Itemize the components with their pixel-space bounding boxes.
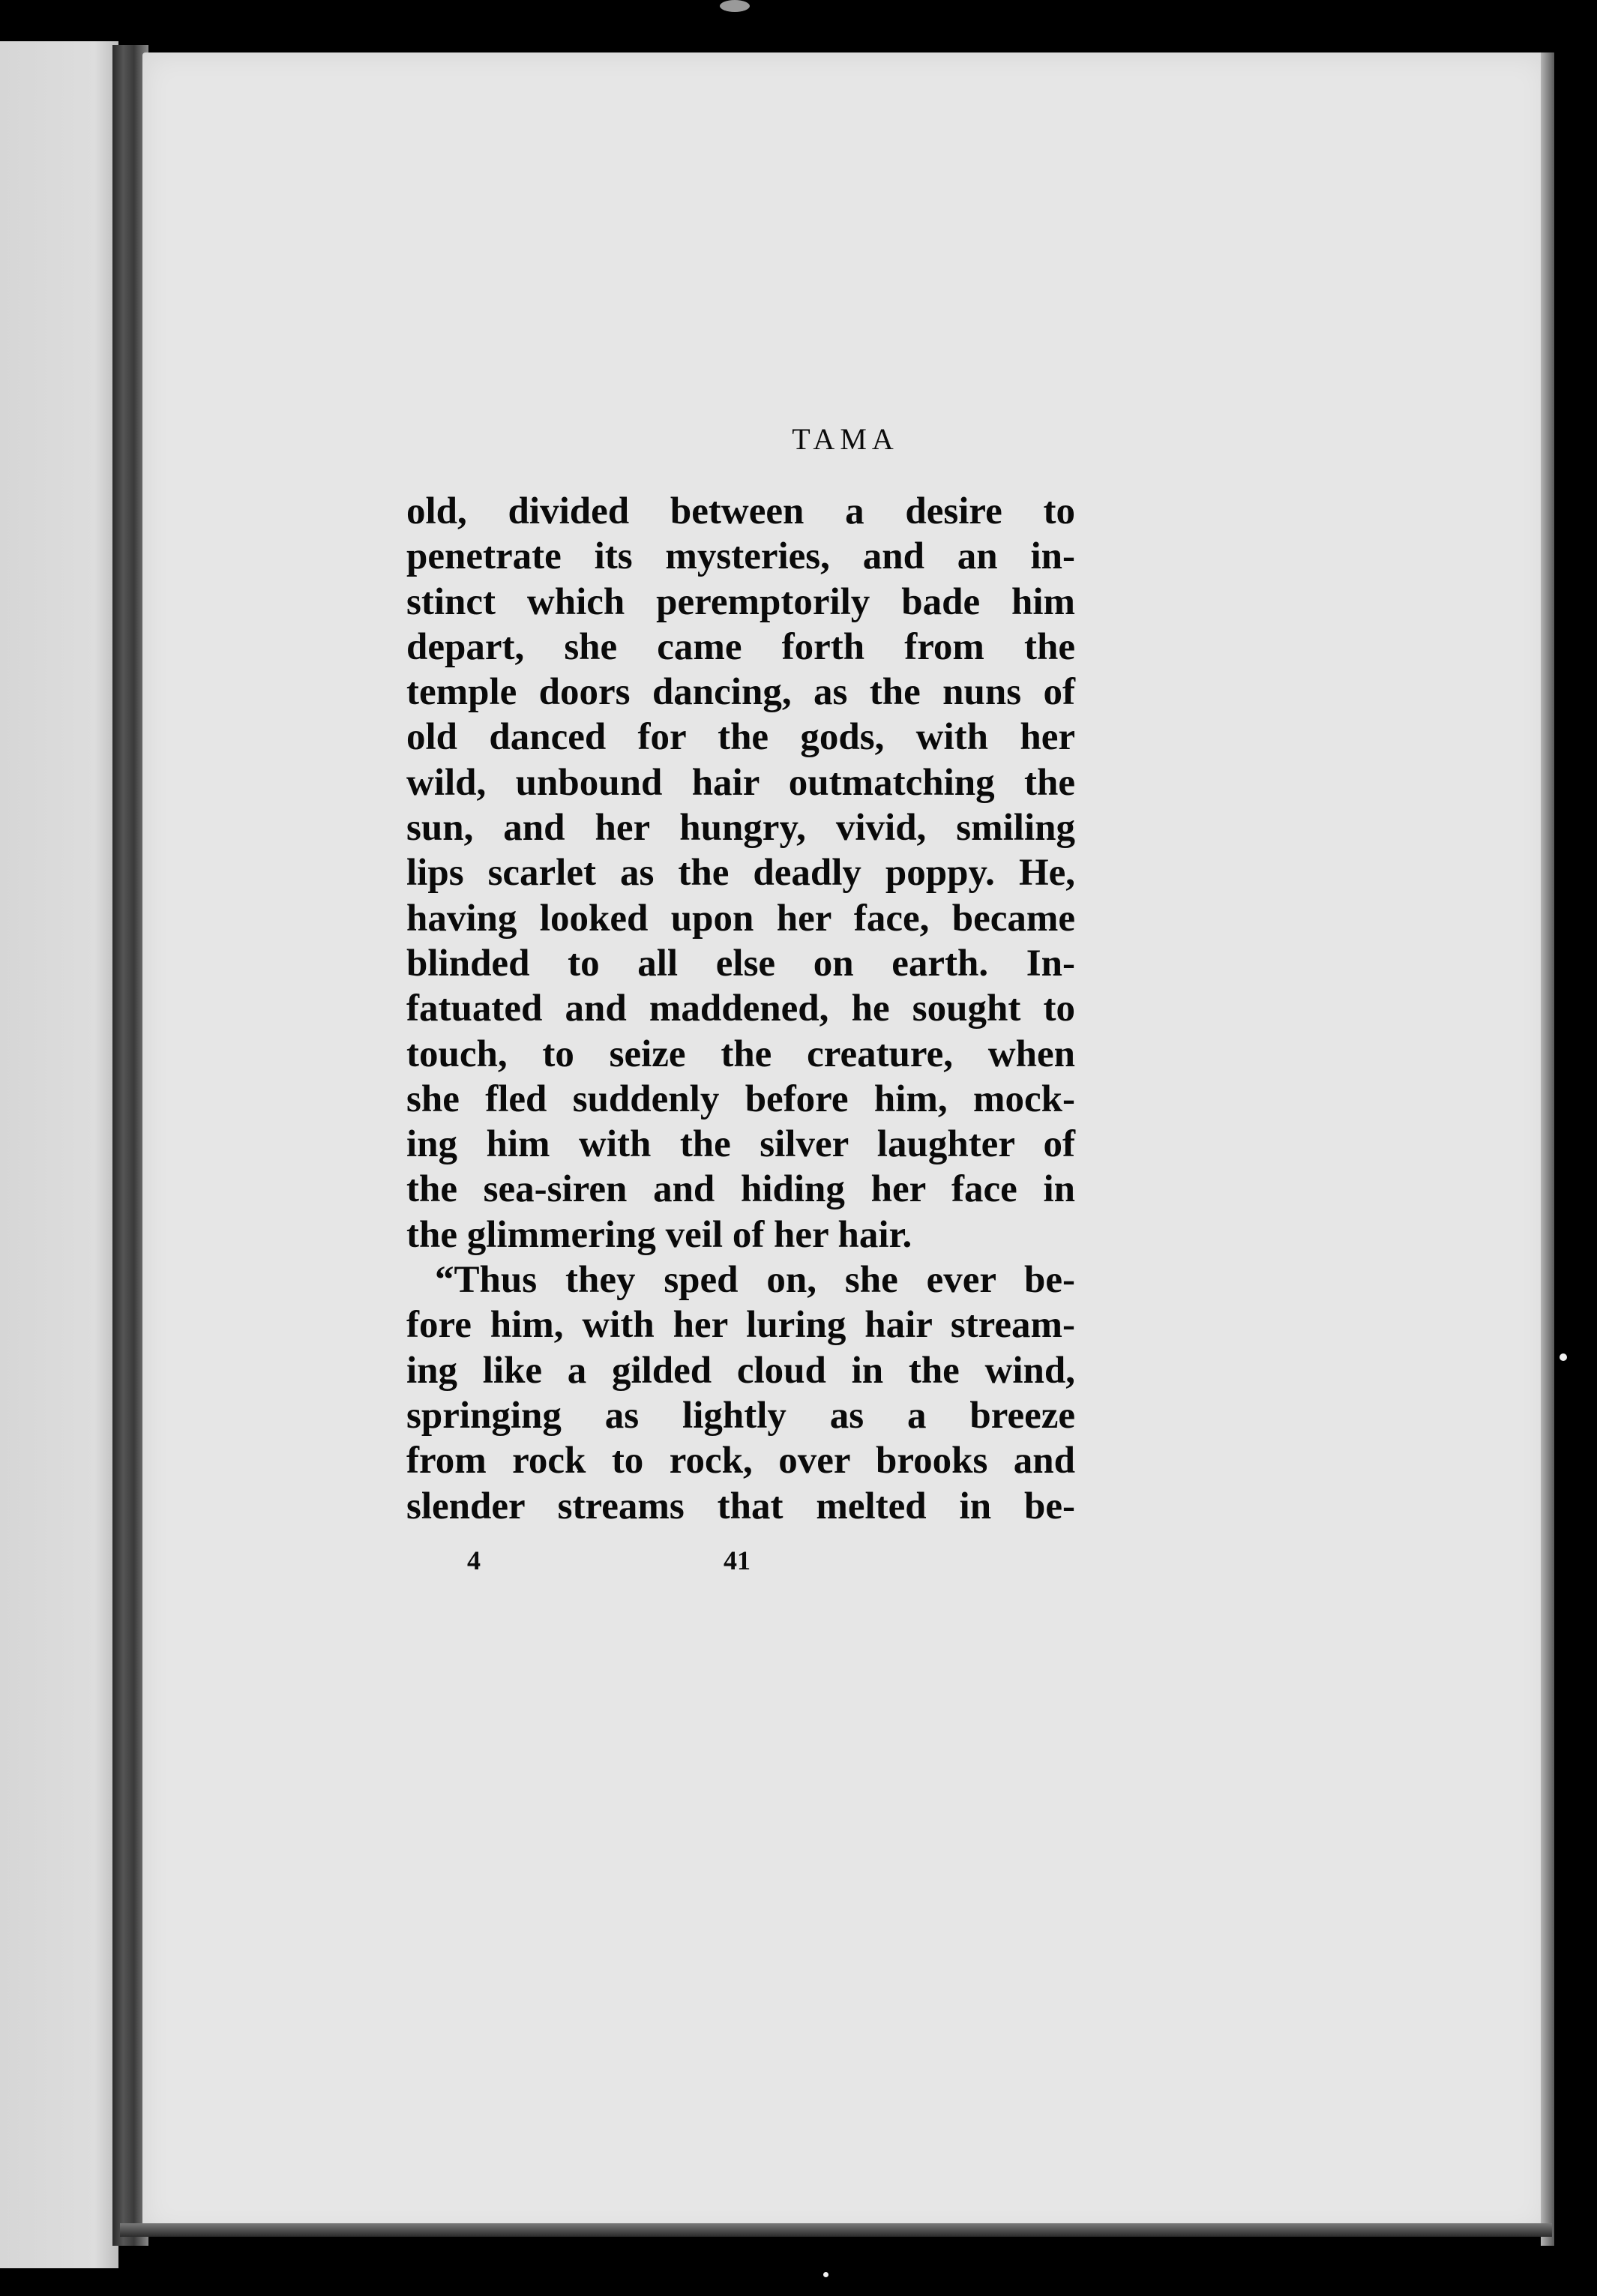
text-line: slender streams that melted in be-: [406, 1485, 1075, 1527]
text-line: she fled suddenly before him, mock-: [406, 1078, 1075, 1120]
text-line: touch, to seize the creature, when: [406, 1033, 1075, 1075]
text-line: wild, unbound hair outmatching the: [406, 761, 1075, 804]
body-text: [406, 489, 1075, 1529]
text-line: the glimmering veil of her hair.: [406, 1213, 912, 1256]
text-line: “Thus they sped on, she ever be-: [435, 1259, 1075, 1302]
signature-mark: 4: [467, 1545, 481, 1575]
text-line: from rock to rock, over brooks and: [406, 1440, 1075, 1482]
text-line: depart, she came forth from the: [406, 625, 1075, 668]
dust-speck: [1560, 1353, 1567, 1361]
facing-page-edge: [0, 41, 118, 2268]
dust-speck: [823, 2272, 828, 2277]
text-line: ing like a gilded cloud in the wind,: [406, 1349, 1075, 1392]
text-line: springing as lightly as a breeze: [406, 1394, 1075, 1437]
text-line: temple doors dancing, as the nuns of: [406, 671, 1075, 714]
page-bottom-edge: [120, 2223, 1552, 2237]
text-line: sun, and her hungry, vivid, smiling: [406, 807, 1075, 850]
text-line: ing him with the silver laughter of: [406, 1123, 1075, 1166]
page-right-edge: [1541, 52, 1554, 2246]
text-line: the sea-siren and hiding her face in: [406, 1168, 1075, 1211]
dust-speck: [720, 0, 750, 12]
text-line: fore him, with her luring hair stream-: [406, 1304, 1075, 1347]
page-number: 41: [724, 1545, 751, 1575]
text-line: penetrate its mysteries, and an in-: [406, 535, 1075, 578]
text-line: having looked upon her face, became: [406, 897, 1075, 940]
text-line: old, divided between a desire to: [406, 490, 1075, 532]
text-line: old danced for the gods, with her: [406, 716, 1075, 759]
text-line: lips scarlet as the deadly poppy. He,: [406, 852, 1075, 895]
text-line: stinct which peremptorily bade him: [406, 580, 1075, 623]
text-line: fatuated and maddened, he sought to: [406, 988, 1075, 1030]
text-line: blinded to all else on earth. In-: [406, 942, 1075, 985]
running-head: TAMA: [792, 422, 899, 456]
